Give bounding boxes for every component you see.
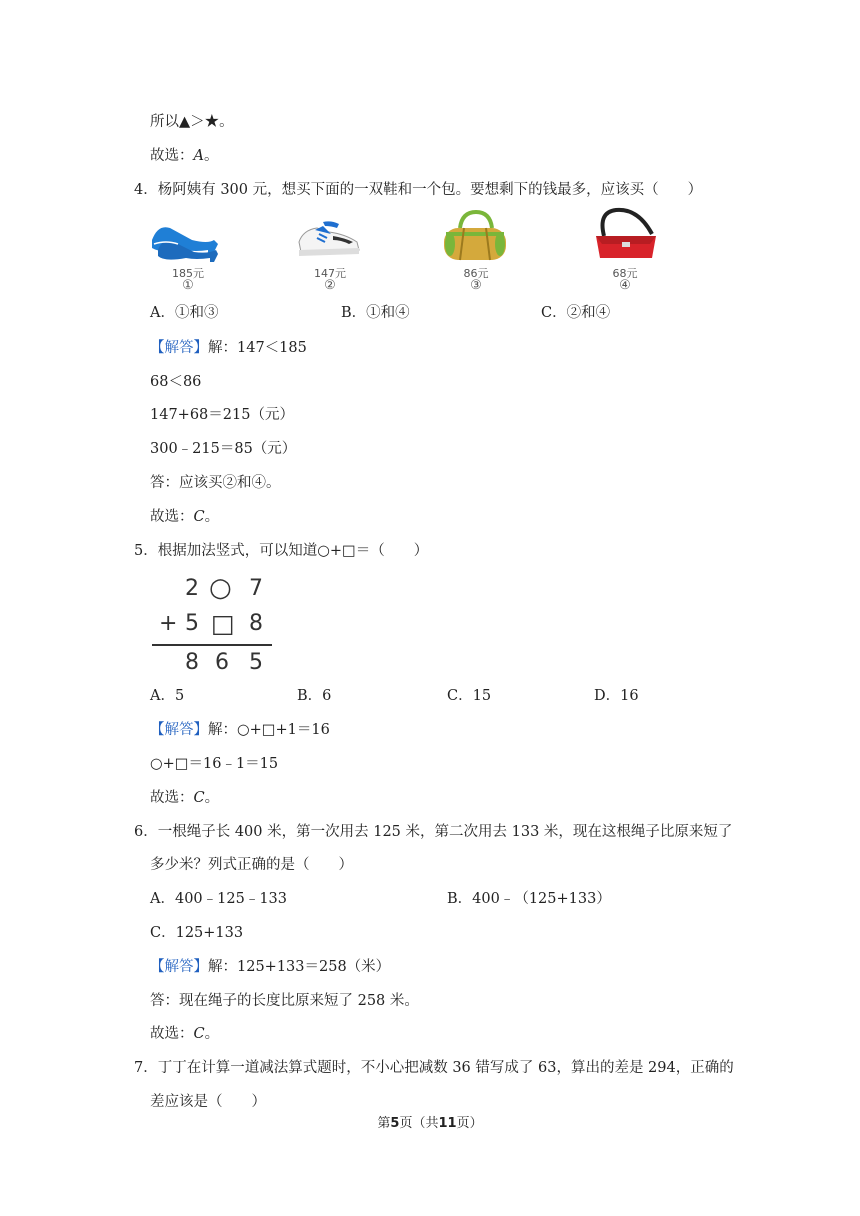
option-a: A．5 (150, 688, 185, 704)
text-line: 答：现在绳子的长度比原来短了 258 米。 (150, 993, 419, 1009)
sneakers-icon (293, 212, 365, 264)
price-label: 147元 (314, 267, 346, 280)
answer-choice-line: 故选：C。 (150, 1026, 220, 1042)
option-a: A．400﹣125﹣133 (150, 891, 287, 907)
text-line: ○+□＝16﹣1＝15 (150, 756, 279, 772)
option-b: B．400﹣（125+133） (447, 891, 611, 907)
price-label: 68元 (612, 267, 638, 280)
text-line: 147+68＝215（元） (150, 407, 294, 423)
answer-choice-line: 故选：C。 (150, 509, 220, 525)
vertical-digit: 2 (185, 576, 199, 601)
question-4: 4．杨阿姨有 300 元，想买下面的一双鞋和一个包。要想剩下的钱最多，应该买（ ） (134, 182, 703, 198)
red-handbag-icon (590, 206, 662, 264)
answer-choice-line: 故选：C。 (150, 790, 220, 806)
square-placeholder: □ (211, 609, 235, 638)
option-d: D．16 (594, 688, 639, 704)
item-number: ① (182, 278, 194, 293)
answer-choice-line: 故选：A。 (150, 148, 219, 164)
question-6-cont: 多少米？列式正确的是（ ） (150, 857, 353, 873)
vertical-digit: 7 (249, 576, 263, 601)
text-line: 所以▲＞★。 (150, 114, 234, 130)
text-line: 300﹣215＝85（元） (150, 441, 297, 457)
option-b: B．①和④ (341, 305, 410, 321)
answer-tag: 【解答】 (150, 959, 208, 975)
question-7: 7．丁丁在计算一道减法算式题时，不小心把减数 36 错写成了 63，算出的差是 294，正确的 (134, 1060, 734, 1076)
answer-line: 【解答】解：○+□+1＝16 (150, 722, 330, 738)
price-label: 185元 (172, 267, 204, 280)
question-6: 6．一根绳子长 400 米，第一次用去 125 米，第二次用去 133 米，现在这根绳子比原来短了 (134, 824, 733, 840)
page-footer: 第5页（共11页） (377, 1116, 483, 1131)
vertical-digit: 5 (249, 650, 263, 675)
item-number: ④ (619, 278, 631, 293)
answer-tag: 【解答】 (150, 722, 208, 738)
option-b: B．6 (297, 688, 332, 704)
answer-tag: 【解答】 (150, 340, 208, 356)
option-c: C．15 (447, 688, 492, 704)
price-label: 86元 (463, 267, 489, 280)
item-number: ③ (470, 278, 482, 293)
vertical-digit: 8 (185, 650, 199, 675)
option-c: C．②和④ (541, 305, 611, 321)
sum-line (152, 644, 272, 646)
text-line: 68＜86 (150, 374, 202, 390)
high-heel-shoes-icon (148, 210, 223, 265)
answer-line: 【解答】解：125+133＝258（米） (150, 959, 391, 975)
option-c: C．125+133 (150, 925, 244, 941)
text-line: 答：应该买②和④。 (150, 475, 281, 491)
vertical-digit: 8 (249, 611, 263, 636)
option-a: A．①和③ (150, 305, 219, 321)
plus-sign: + (159, 611, 178, 636)
circle-placeholder: ○ (209, 573, 232, 603)
question-7-cont: 差应该是（ ） (150, 1094, 266, 1110)
answer-line: 【解答】解：147＜185 (150, 340, 307, 356)
vertical-digit: 6 (215, 650, 229, 675)
item-number: ② (324, 278, 336, 293)
vertical-digit: 5 (185, 611, 199, 636)
duffel-bag-icon (438, 208, 512, 264)
question-5: 5．根据加法竖式，可以知道○+□＝（ ） (134, 543, 429, 559)
